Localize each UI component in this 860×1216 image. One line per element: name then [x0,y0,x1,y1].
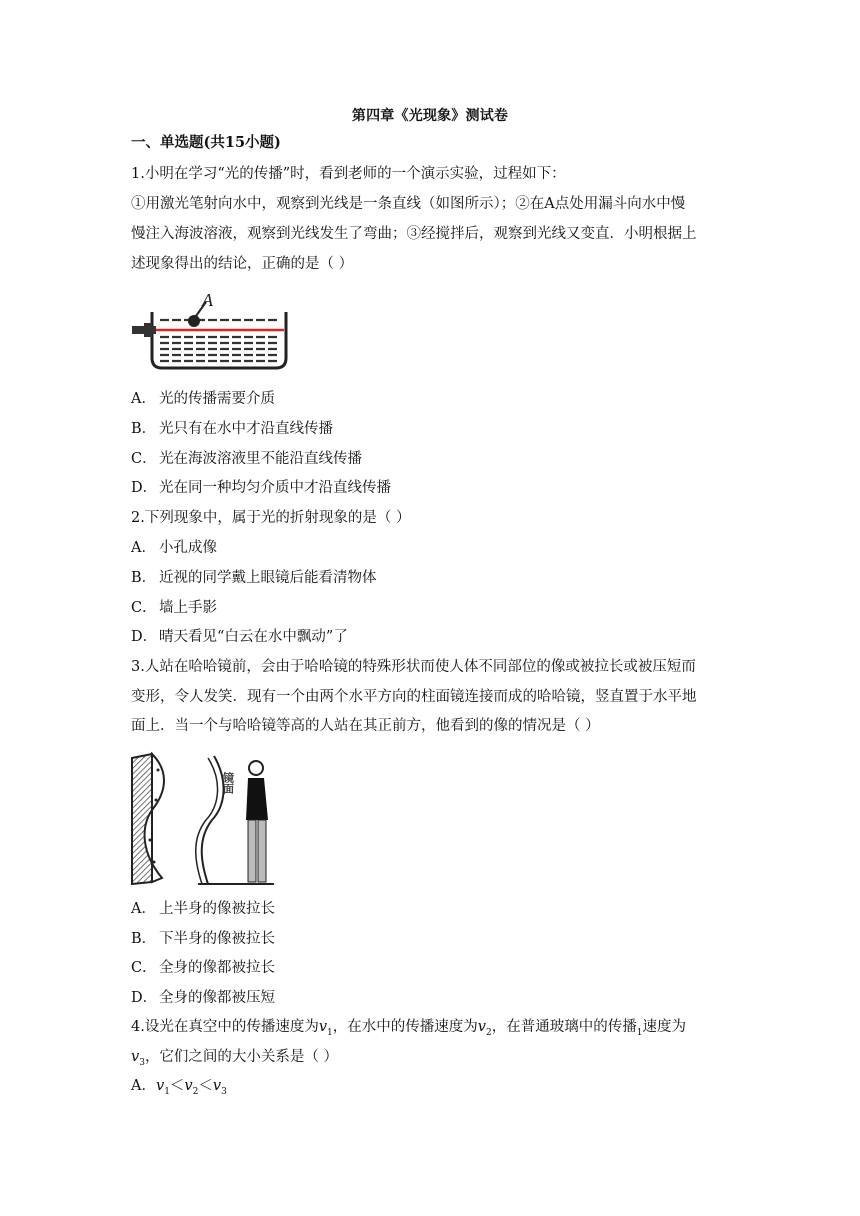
q3-option-c: C． 全身的像都被拉长 [131,960,275,976]
q4-line-2: $v_3$，它们之间的大小关系是（ ） [131,1049,339,1068]
q1-option-d: D． 光在同一种均匀介质中才沿直线传播 [131,480,391,496]
q1-line-3: 慢注入海波溶液，观察到光线发生了弯曲；③经搅拌后，观察到光线又变直．小明根据上 [131,226,697,242]
q4-line-1: 4.设光在真空中的传播速度为$v_1$，在水中的传播速度为$v_2$，在普通玻璃中的传播$_1$速度为 [131,1019,686,1038]
q1-line-2: ①用激光笔射向水中，观察到光线是一条直线（如图所示）；②在A点处用漏斗向水中慢 [131,196,686,212]
q3-line-2: 变形，令人发笑．现有一个由两个水平方向的柱面镜连接而成的哈哈镜，竖直置于水平地 [131,689,697,705]
q1-line-1: 1.小明在学习“光的传播”时，看到老师的一个演示实验，过程如下： [131,166,566,182]
q1-option-c: C． 光在海波溶液里不能沿直线传播 [131,451,362,467]
q2-option-d: D． 晴天看见“白云在水中飘动”了 [131,629,348,645]
funhouse-mirror-figure [128,750,278,890]
stray-subscript: 1 [636,1027,643,1038]
q1-line-4: 述现象得出的结论，正确的是（ ） [131,256,354,272]
q3-line-3: 面上．当一个与哈哈镜等高的人站在其正前方，他看到的像的情况是（ ） [131,718,600,734]
q2-stem: 2.下列现象中，属于光的折射现象的是（ ） [131,510,411,526]
q2-option-c: C． 墙上手影 [131,600,217,616]
q2-option-a: A． 小孔成像 [131,540,217,556]
page-title: 第四章《光现象》测试卷 [351,108,509,124]
q3-line-1: 3.人站在哈哈镜前，会由于哈哈镜的特殊形状而使人体不同部位的像或被拉长或被压短而 [131,659,696,675]
q1-option-b: B． 光只有在水中才沿直线传播 [131,421,333,437]
q3-option-d: D． 全身的像都被压短 [131,990,275,1006]
q4-option-a: A．$v_1<v_2<v_3$ [131,1078,227,1097]
mirror-label: 镜面 [221,772,235,794]
section-heading: 一、单选题(共15小题) [131,134,281,151]
point-a-label: A [202,290,213,310]
laser-tank-figure [130,290,290,380]
q1-option-a: A． 光的传播需要介质 [131,391,275,407]
q3-option-b: B． 下半身的像被拉长 [131,931,275,947]
q2-option-b: B． 近视的同学戴上眼镜后能看清物体 [131,570,377,586]
q3-option-a: A． 上半身的像被拉长 [131,901,275,917]
